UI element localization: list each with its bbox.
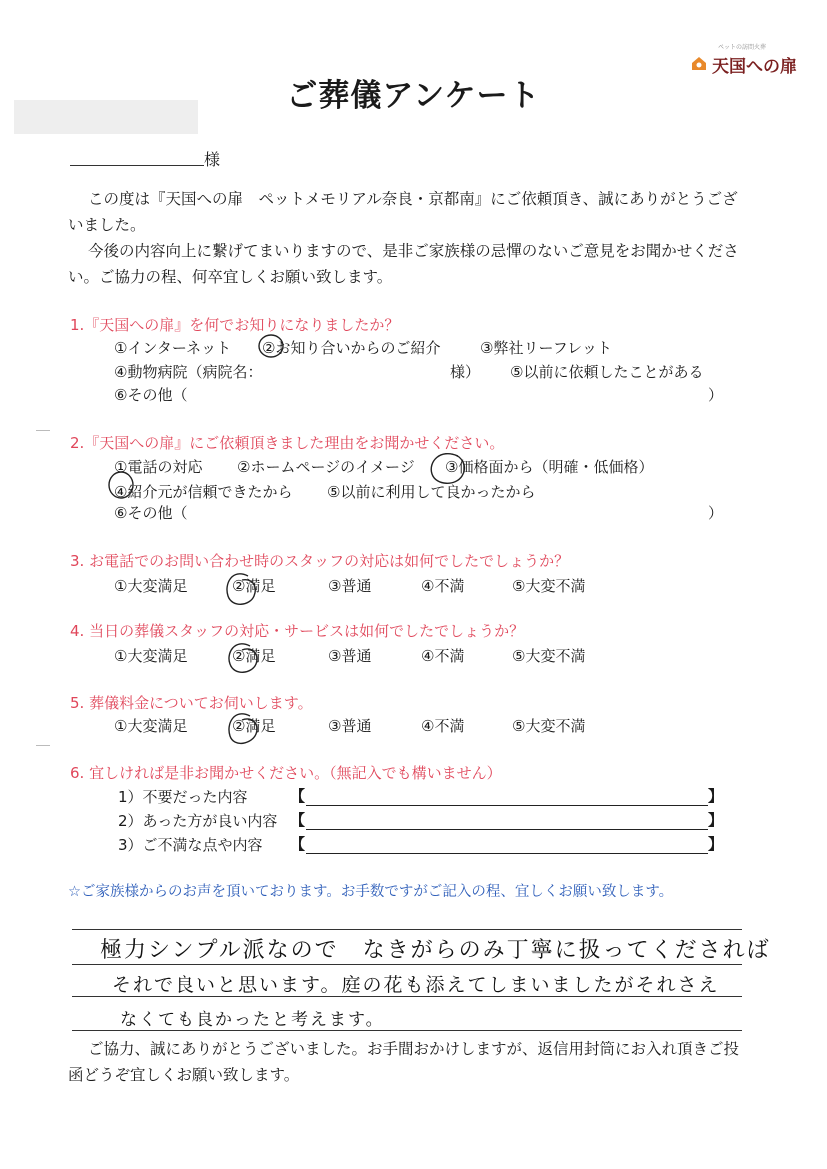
q2-option-3[interactable]: ③価格面から（明確・低価格） bbox=[445, 458, 654, 476]
q6-item-1-close: 】 bbox=[708, 787, 724, 805]
q3-option-3[interactable]: ③普通 bbox=[328, 577, 372, 595]
q2-option-1[interactable]: ①電話の対応 bbox=[114, 458, 203, 476]
closing-line-1: ご協力、誠にありがとうございました。お手間おかけしますが、返信用封筒にお入れ頂きご投 bbox=[88, 1040, 740, 1058]
question-3: 3. お電話でのお問い合わせ時のスタッフの対応は如何でしたでしょうか？ bbox=[70, 552, 570, 570]
q5-option-1[interactable]: ①大変満足 bbox=[114, 717, 188, 735]
q1-option-4[interactable]: ④動物病院（病院名： bbox=[114, 363, 263, 381]
q4-selection-circle bbox=[229, 644, 257, 672]
q4-option-1[interactable]: ①大変満足 bbox=[114, 647, 188, 665]
question-1: 1.『天国への扉』を何でお知りになりましたか？ bbox=[70, 316, 400, 334]
logo-name: 天国への扉 bbox=[712, 57, 797, 77]
q1-option-5[interactable]: ⑤以前に依頼したことがある bbox=[510, 363, 704, 381]
q4-option-4[interactable]: ④不満 bbox=[421, 647, 465, 665]
q2-option-6-close: ） bbox=[708, 504, 724, 522]
q2-option-4[interactable]: ④紹介元が信頼できたから bbox=[114, 483, 293, 501]
q4-option-5[interactable]: ⑤大変不満 bbox=[512, 647, 586, 665]
q3-option-5[interactable]: ⑤大変不満 bbox=[512, 577, 586, 595]
q6-item-3-close: 】 bbox=[708, 835, 724, 853]
question-6: 6. 宜しければ是非お聞かせください。（無記入でも構いません） bbox=[70, 764, 502, 782]
q2-selection-circle-3 bbox=[431, 454, 464, 484]
q5-option-4[interactable]: ④不満 bbox=[421, 717, 465, 735]
q6-item-2-open: 【 bbox=[290, 811, 306, 829]
question-2: 2.『天国への扉』にご依頼頂きました理由をお聞かせください。 bbox=[70, 434, 505, 452]
q6-item-1-open: 【 bbox=[290, 787, 306, 805]
q2-option-2[interactable]: ②ホームページのイメージ bbox=[237, 458, 415, 476]
logo-tagline: ペットの訪問火葬 bbox=[718, 44, 767, 51]
q4-option-3[interactable]: ③普通 bbox=[328, 647, 372, 665]
q1-option-3[interactable]: ③弊社リーフレット bbox=[480, 339, 612, 357]
q5-option-5[interactable]: ⑤大変不満 bbox=[512, 717, 586, 735]
intro-line-4: い。ご協力の程、何卒宜しくお願い致します。 bbox=[68, 268, 393, 286]
q3-option-2[interactable]: ②満足 bbox=[232, 577, 276, 595]
q5-option-3[interactable]: ③普通 bbox=[328, 717, 372, 735]
intro-line-2: いました。 bbox=[68, 216, 146, 234]
handwritten-comment-line-1: 極力シンプル派なので なきがらのみ丁寧に扱ってくだされば bbox=[100, 938, 771, 963]
q1-option-6[interactable]: ⑥その他（ bbox=[114, 386, 188, 404]
q6-item-3-label: 3）ご不満な点や内容 bbox=[118, 836, 263, 854]
q2-selection-circle-4 bbox=[109, 472, 133, 498]
q1-selection-circle bbox=[259, 335, 283, 357]
intro-line-1: この度は『天国への扉 ペットメモリアル奈良・京都南』にご依頼頂き、誠にありがとうござ bbox=[88, 190, 738, 208]
q3-selection-circle bbox=[227, 574, 255, 604]
q1-option-6-close: ） bbox=[708, 386, 724, 404]
recipient-suffix: 様 bbox=[204, 150, 221, 169]
intro-line-3: 今後の内容向上に繋げてまいりますので、是非ご家族様の忌憚のないご意見をお聞かせくださ bbox=[88, 242, 739, 260]
q3-option-4[interactable]: ④不満 bbox=[421, 577, 465, 595]
closing-line-2: 函どうぞ宜しくお願い致します。 bbox=[68, 1066, 300, 1084]
q2-option-5[interactable]: ⑤以前に利用して良かったから bbox=[327, 483, 536, 501]
q1-option-1[interactable]: ①インターネット bbox=[114, 339, 232, 357]
q6-item-2-label: 2）あった方が良い内容 bbox=[118, 812, 278, 830]
page-title: ご葬儀アンケート bbox=[286, 78, 541, 114]
handwritten-comment-line-3: なくても良かったと考えます。 bbox=[120, 1010, 385, 1030]
question-5: 5. 葬儀料金についてお伺いします。 bbox=[70, 694, 313, 712]
q5-selection-circle bbox=[229, 714, 257, 744]
q2-option-6[interactable]: ⑥その他（ bbox=[114, 504, 188, 522]
q6-item-2-close: 】 bbox=[708, 811, 724, 829]
q3-option-1[interactable]: ①大変満足 bbox=[114, 577, 188, 595]
q6-item-1-label: 1）不要だった内容 bbox=[118, 788, 248, 806]
question-4: 4. 当日の葬儀スタッフの対応・サービスは如何でしたでしょうか？ bbox=[70, 622, 525, 640]
q6-item-3-open: 【 bbox=[290, 835, 306, 853]
handwritten-comment-line-2: それで良いと思います。庭の花も添えてしまいましたがそれさえ bbox=[112, 974, 720, 996]
q1-option-4-suffix: 様） bbox=[450, 363, 481, 381]
family-voice-note: ☆ご家族様からのお声を頂いております。お手数ですがご記入の程、宜しくお願い致します。 bbox=[68, 884, 674, 900]
q4-option-2[interactable]: ②満足 bbox=[232, 647, 276, 665]
q1-option-2[interactable]: ②お知り合いからのご紹介 bbox=[262, 339, 441, 357]
q5-option-2[interactable]: ②満足 bbox=[232, 717, 276, 735]
